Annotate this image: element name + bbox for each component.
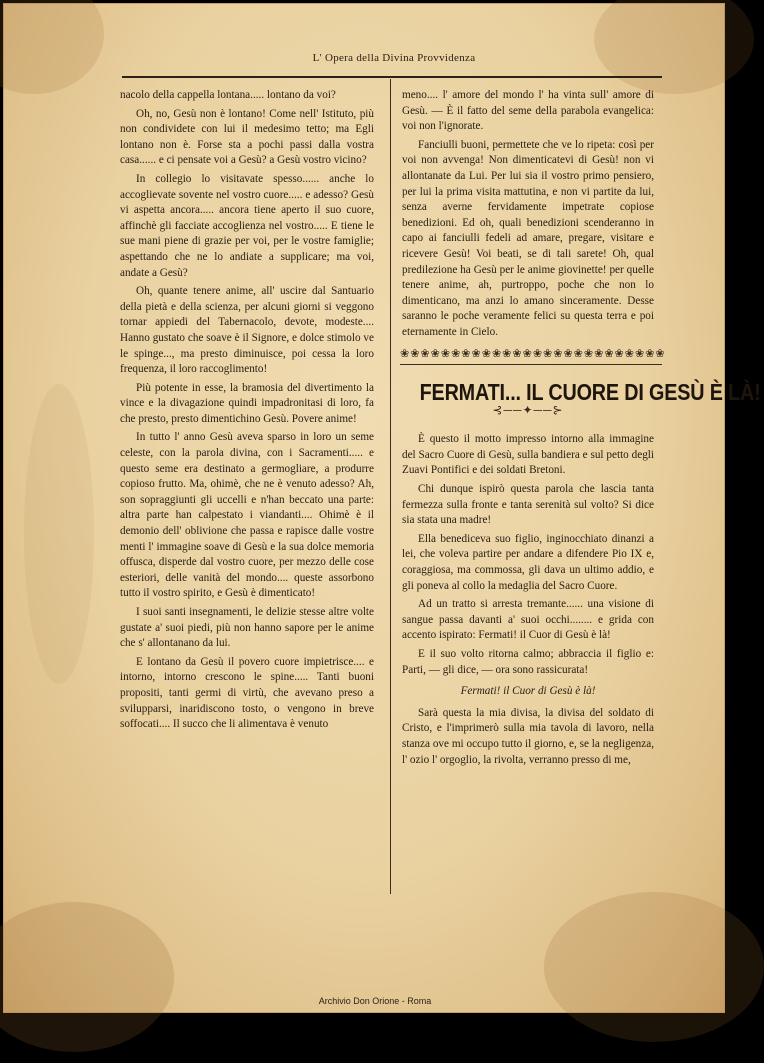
paragraph: In tutto l' anno Gesù aveva sparso in loro un seme celeste, con la parola divina, con i Sacramenti..... e questo seme era destinato a germogliare, a produrre copioso frutto. Ma, ohimè, che ne è venuto adesso? Ah, son sopraggiunti gli uccelli e n'han beccato una parte: altra parte han calpestato i viandanti.... Ohimè è il demonio dell' oblivione che passa e rapisce dalle vostre menti l' immagine soave di Gesù e la sua dolce memoria offusca, disperde dal vostro cuore, per mezzo delle cose esteriori, delle vanità del mondo.... queste assorbono tutto il vostro spirito, e Gesù è dimenticato!	[120, 431, 374, 600]
paragraph: Chi dunque ispirò questa parola che lascia tanta fermezza sulla fronte e tanta serenità sul volto? Si dice sia stata una madre!	[402, 483, 654, 527]
paragraph: Oh, quante tenere anime, all' uscire dal Santuario della pietà e della scienza, per alcuni giorni si veggono tornar appiedi del Tabernacolo, devote, modeste.... Hanno gustato che soave è il Signore, e dolce stimolo ve le spinge..., ma presto diminuisce, poi cessa la loro frequenza, il loro raccoglimento!	[120, 285, 374, 376]
paragraph: Ad un tratto si arresta tremante...... una visione di sangue passa davanti a' suoi occhi........ e grida con accento ispirato: Fermati! il Cuor di Gesù è là!	[402, 598, 654, 642]
flourish-ornament: ⊰──✦──⊱	[492, 402, 564, 417]
paragraph: È questo il motto impresso intorno alla immagine del Sacro Cuore di Gesù, sulla bandiera e sul petto degli Zuavi Pontifici e dei soldati Bretoni.	[402, 433, 654, 477]
scanned-page	[3, 3, 761, 1013]
motto-line: Fermati! il Cuor di Gesù è là!	[460, 685, 596, 698]
paragraph: Fanciulli buoni, permettete che ve lo ripeta: così per voi non avvenga! Non dimenticatevi di Gesù! non vi allontanate da Lui. Per lui sia il vostro primo pensiero, per lui la prima visita mattutina, e non vi partite da lui, senza averne fervidamente impetrate copiose benedizioni. Ed oh, quali benedizioni scenderanno in capo ai fanciulli fedeli ad amare, pregare, visitare e ricevere Gesù! Voi beati, se di tali sarete! Oh, qual predilezione ha Gesù per le anime giovinette! per quelle tenere anime, ah, purtroppo, poche che non lo dimenticano, ma anzi lo amano sinceramente. Desse saranno le poche veramente felici su questa terra e poi eternamente in Cielo.	[402, 138, 654, 338]
paragraph: meno.... l' amore del mondo l' ha vinta sull' amore di Gesù. — È il fatto del seme della parabola evangelica: voi non l'ignorate.	[402, 89, 654, 133]
paragraph: Oh, no, Gesù non è lontano! Come nell' Istituto, più non condividete con lui il medesimo tetto; ma Egli lontano non è. Forse sta a pochi passi dalla vostra casa...... e ci pensate voi a Gesù? a Gesù vostro vicino?	[120, 107, 374, 167]
paragraph: In collegio lo visitavate spesso...... anche lo accoglievate sovente nel vostro cuore..... e adesso? Gesù vi aspetta ancora..... ancora tiene aperto il suo cuore, affinchè gli facciate accoglienza nel vostro..... E tiene le sue mani piene di grazie per voi, per le vostre famiglie; aspettando che ne lo andiate a supplicare; ma voi, andate a Gesù?	[120, 172, 374, 279]
running-head: L' Opera della Divina Provvidenza	[312, 52, 476, 64]
paragraph: Sarà questa la mia divisa, la divisa del soldato di Cristo, e l'imprimerò sulla mia tavola di lavoro, nella stanza ove mi occupo tutto il giorno, e, se la negligenza, l' ozio l' orgoglio, la rivolta, verranno presso di me,	[402, 706, 654, 766]
paragraph: E il suo volto ritorna calmo; abbraccia il figlio e: Parti, — gli dice, — ora sono rassicurata!	[402, 648, 654, 676]
paragraph: nacolo della cappella lontana..... lontano da voi?	[120, 89, 336, 101]
right-column	[400, 88, 761, 771]
paragraph: Più potente in esse, la bramosia del divertimento la vince e la divagazione quindi impadronitasi di loro, fa che presto, presto dimentichino Gesù. Povere anime!	[120, 381, 374, 425]
article-headline: FERMATI... IL CUORE DI GESÙ È LÀ!	[419, 379, 761, 406]
column-divider	[390, 79, 391, 894]
header-rule	[122, 76, 662, 78]
ornament-rule	[400, 364, 662, 365]
paragraph: Ella benediceva suo figlio, inginocchiato dinanzi a lei, che voleva partire per andare a difendere Pio IX e, coraggiosa, ma commossa, gli dava un ultimo addio, e gli poneva al collo la medaglia del Sacro Cuore.	[402, 532, 654, 592]
archive-credit: Archivio Don Orione - Roma	[318, 996, 432, 1006]
left-column	[120, 88, 374, 736]
paragraph: E lontano da Gesù il povero cuore impietrisce.... e intorno, intorno crescono le spine..... Tanti buoni propositi, tanti germi di virtù, che avevano preso a svilupparsi, inaridiscono tosto, o vengono in breve soffocati.... Il succo che li alimentava è venuto	[120, 655, 374, 731]
paragraph: I suoi santi insegnamenti, le delizie stesse altre volte gustate a' suoi piedi, più non hanno sapore per le anime che s' allontanano da lui.	[120, 606, 374, 650]
ornament-divider: ❀❀❀❀❀❀❀❀❀❀❀❀❀❀❀❀❀❀❀❀❀❀❀❀❀❀	[400, 347, 666, 360]
